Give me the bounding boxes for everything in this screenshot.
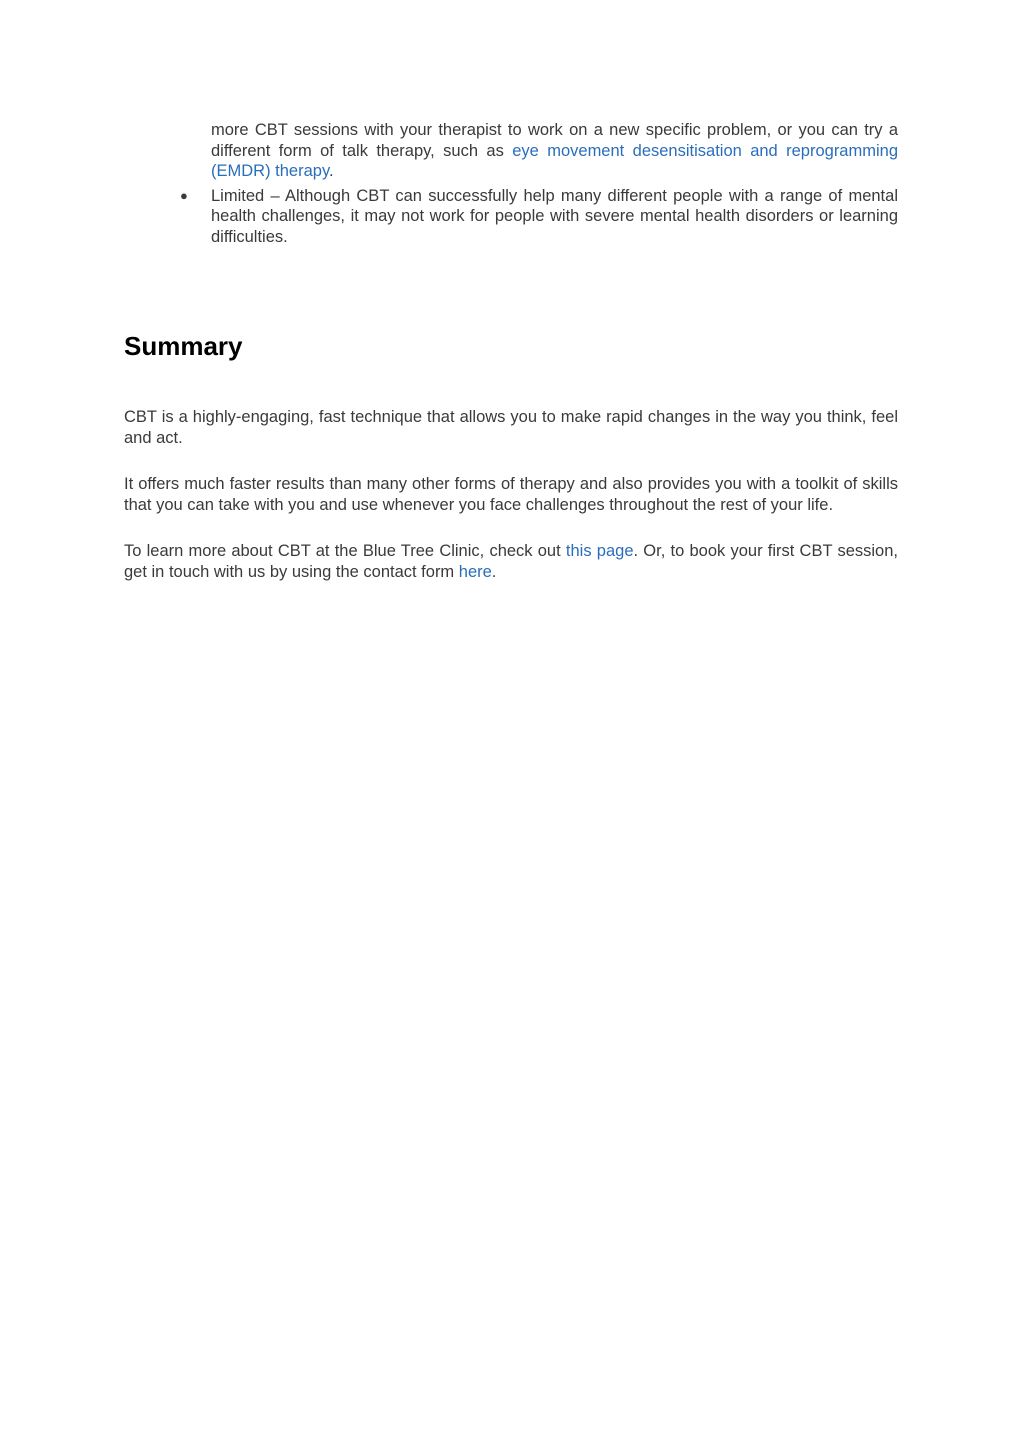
summary-paragraph: CBT is a highly-engaging, fast technique that allows you to make rapid changes in the way you think, feel and act. [124, 408, 898, 447]
list-item [180, 186, 898, 248]
bullet-text: Limited – Although CBT can successfully help many different people with a range of mental health challenges, it may not work for people with severe mental health disorders or learning difficulties. [211, 186, 898, 246]
paragraph-text: . [491, 562, 497, 581]
bullet-text-end: . [328, 162, 334, 180]
summary-paragraph-links [124, 541, 898, 582]
list-item [211, 120, 898, 182]
bullet-dot-icon: ● [180, 187, 188, 203]
paragraph-text: To learn more about CBT at the Blue Tree Clinic, check out [124, 542, 566, 560]
emdr-therapy-link[interactable]: eye movement desensitisation and reprogramming (EMDR) therapy [211, 141, 898, 180]
bullet-text: more CBT sessions with your therapist to work on a new specific problem, or you can try a different form of talk therapy, such as [211, 121, 898, 160]
section-heading-summary: Summary [124, 331, 243, 361]
summary-paragraph: It offers much faster results than many other forms of therapy and also provides you with a toolkit of skills that you can take with you and use whenever you face challenges throughout the rest of your life. [124, 475, 898, 514]
bullet-list [180, 120, 898, 251]
contact-form-link[interactable]: here [458, 562, 492, 581]
paragraph-text: . Or, to book your first CBT session, get in touch with us by using the contact form [124, 542, 898, 581]
this-page-link[interactable]: this page [565, 542, 634, 560]
summary-body [124, 407, 898, 608]
